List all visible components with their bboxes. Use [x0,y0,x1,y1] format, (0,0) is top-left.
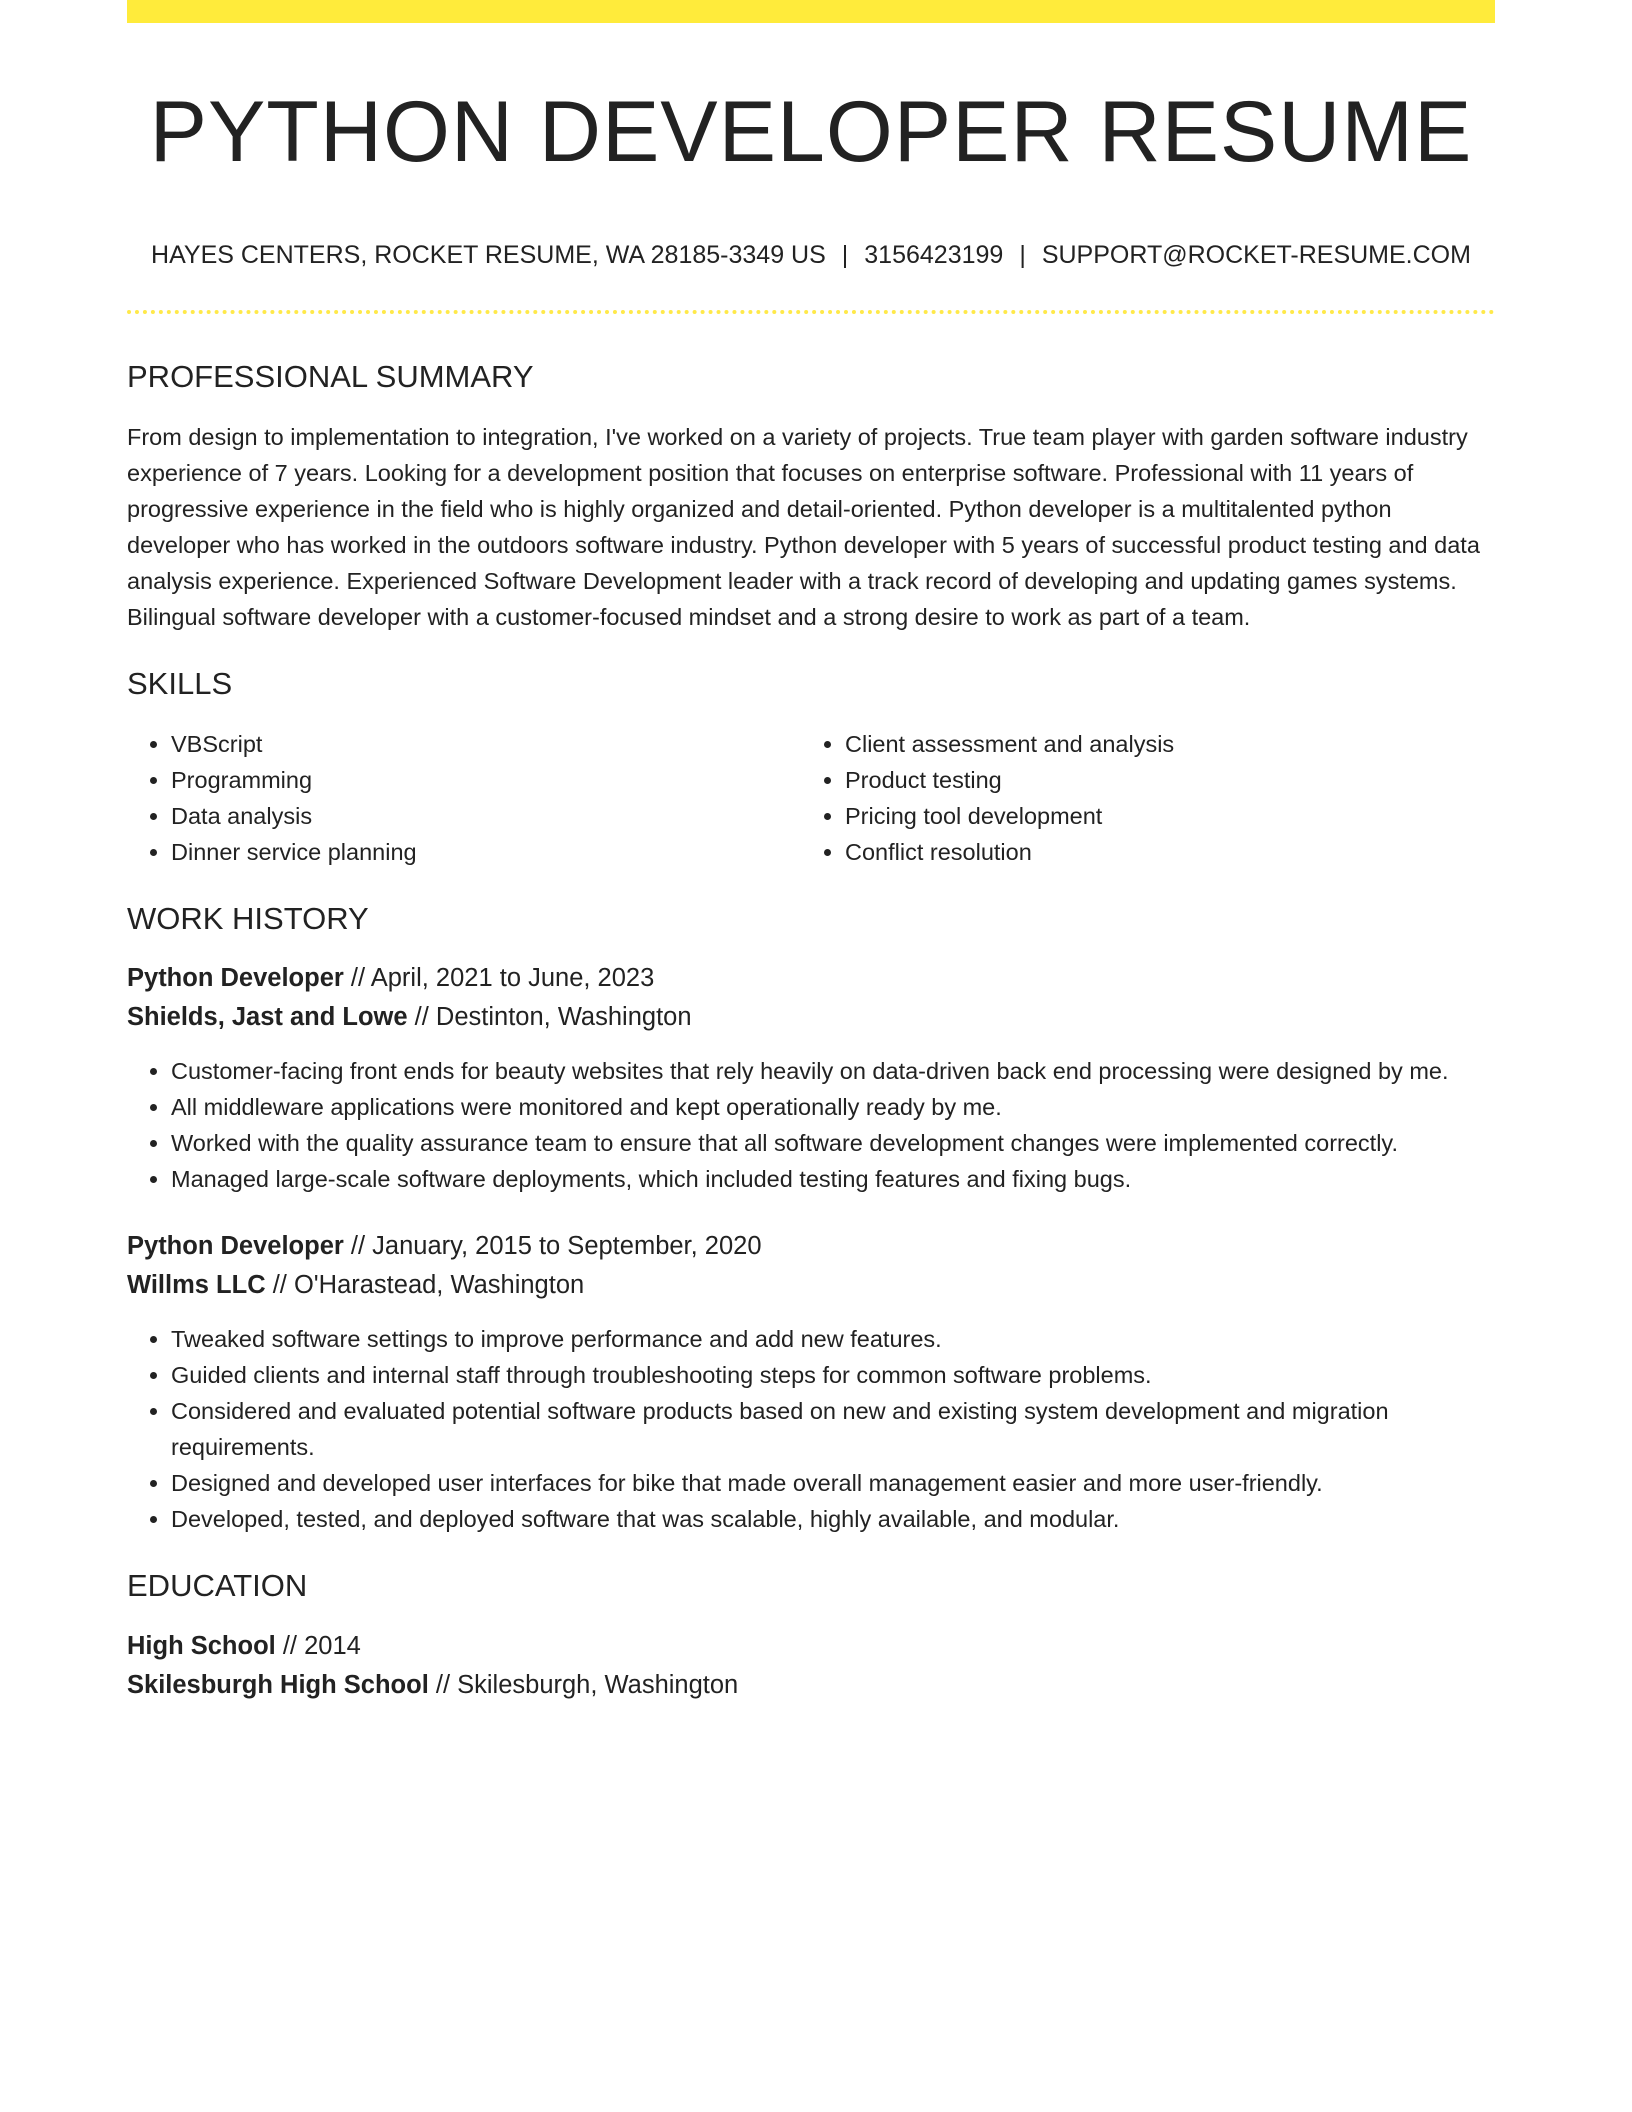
resume-title: PYTHON DEVELOPER RESUME [149,84,1473,180]
education-degree-line [127,1627,1495,1666]
job-company: Shields, Jast and Lowe [127,1003,408,1032]
job-bullet: • Guided clients and internal staff through troubleshooting steps for common software problems. [171,1357,1495,1393]
contact-separator: | [1019,240,1026,269]
contact-email: SUPPORT@ROCKET-RESUME.COM [1041,240,1471,269]
skill-item: • Client assessment and analysis [845,726,1495,762]
job-bullet: • Tweaked software settings to improve performance and add new features. [171,1321,1495,1357]
dotted-divider [127,310,1495,314]
education-location: // Skilesburgh, Washington [428,1670,739,1699]
resume-page [127,0,1495,1705]
skill-item: • Pricing tool development [845,798,1495,834]
education-entry [127,1627,1495,1705]
contact-line [127,240,1495,270]
skills-heading: SKILLS [127,666,233,702]
skill-item: • Programming [171,762,801,798]
skills-column-left [127,726,801,870]
summary-text: From design to implementation to integration, I've worked on a variety of projects. True team player with garden software industry experience of 7 years. Looking for a development position that focuses on enterprise software. Professional with 11 years of progressive experience in the field who is highly organized and detail-oriented. Python developer is a multitalented python developer who has worked in the outdoors software industry. Python developer with 5 years of successful product testing and data analysis experience. Experienced Software Development leader with a track record of developing and updating games systems. Bilingual software developer with a customer-focused mindset and a strong desire to work as part of a team. [127,424,1480,631]
skill-item: • Data analysis [171,798,801,834]
job-dates: // April, 2021 to June, 2023 [343,964,655,993]
contact-separator: | [841,240,849,269]
job-location: // O'Harastead, Washington [265,1271,585,1300]
skill-item: • Conflict resolution [845,834,1495,870]
job-role-line [127,1227,1495,1266]
contact-address: HAYES CENTERS, ROCKET RESUME, WA 28185-3349 US [151,240,826,269]
summary-heading: PROFESSIONAL SUMMARY [127,358,534,394]
skill-item: • Dinner service planning [171,834,801,870]
education-school: Skilesburgh High School [127,1670,429,1699]
skill-item: • VBScript [171,726,801,762]
job-company: Willms LLC [127,1271,266,1300]
education-year: // 2014 [275,1631,361,1660]
job-company-line [127,1266,1495,1305]
job-dates: // January, 2015 to September, 2020 [343,1232,762,1261]
skill-item: • Product testing [845,762,1495,798]
education-degree: High School [127,1631,276,1660]
job-entry [127,959,1495,1197]
job-role-line [127,959,1495,998]
contact-phone: 3156423199 [864,240,1004,269]
skills-column-right [801,726,1495,870]
job-entry [127,1227,1495,1537]
job-bullet: • Designed and developed user interfaces for bike that made overall management easier and more user-friendly. [171,1465,1495,1501]
education-heading: EDUCATION [127,1568,308,1604]
skills-list [127,726,1495,870]
job-company-line [127,998,1495,1037]
job-location: // Destinton, Washington [407,1003,692,1032]
job-bullet: • All middleware applications were monitored and kept operationally ready by me. [171,1089,1495,1125]
accent-top-bar [127,0,1495,23]
job-role: Python Developer [127,964,344,993]
job-bullet: • Worked with the quality assurance team to ensure that all software development changes were implemented correctly. [171,1125,1495,1161]
job-bullet: • Considered and evaluated potential software products based on new and existing system development and migration requirements. [171,1393,1495,1465]
job-bullet: • Developed, tested, and deployed software that was scalable, highly available, and modular. [171,1501,1495,1537]
job-bullets [127,1321,1495,1537]
job-role: Python Developer [127,1232,344,1261]
job-bullet: • Managed large-scale software deployments, which included testing features and fixing bugs. [171,1161,1495,1197]
job-bullet: • Customer-facing front ends for beauty websites that rely heavily on data-driven back end processing were designed by me. [171,1053,1495,1089]
work-history-heading: WORK HISTORY [127,901,369,937]
job-bullets [127,1053,1495,1197]
education-school-line [127,1666,1495,1705]
